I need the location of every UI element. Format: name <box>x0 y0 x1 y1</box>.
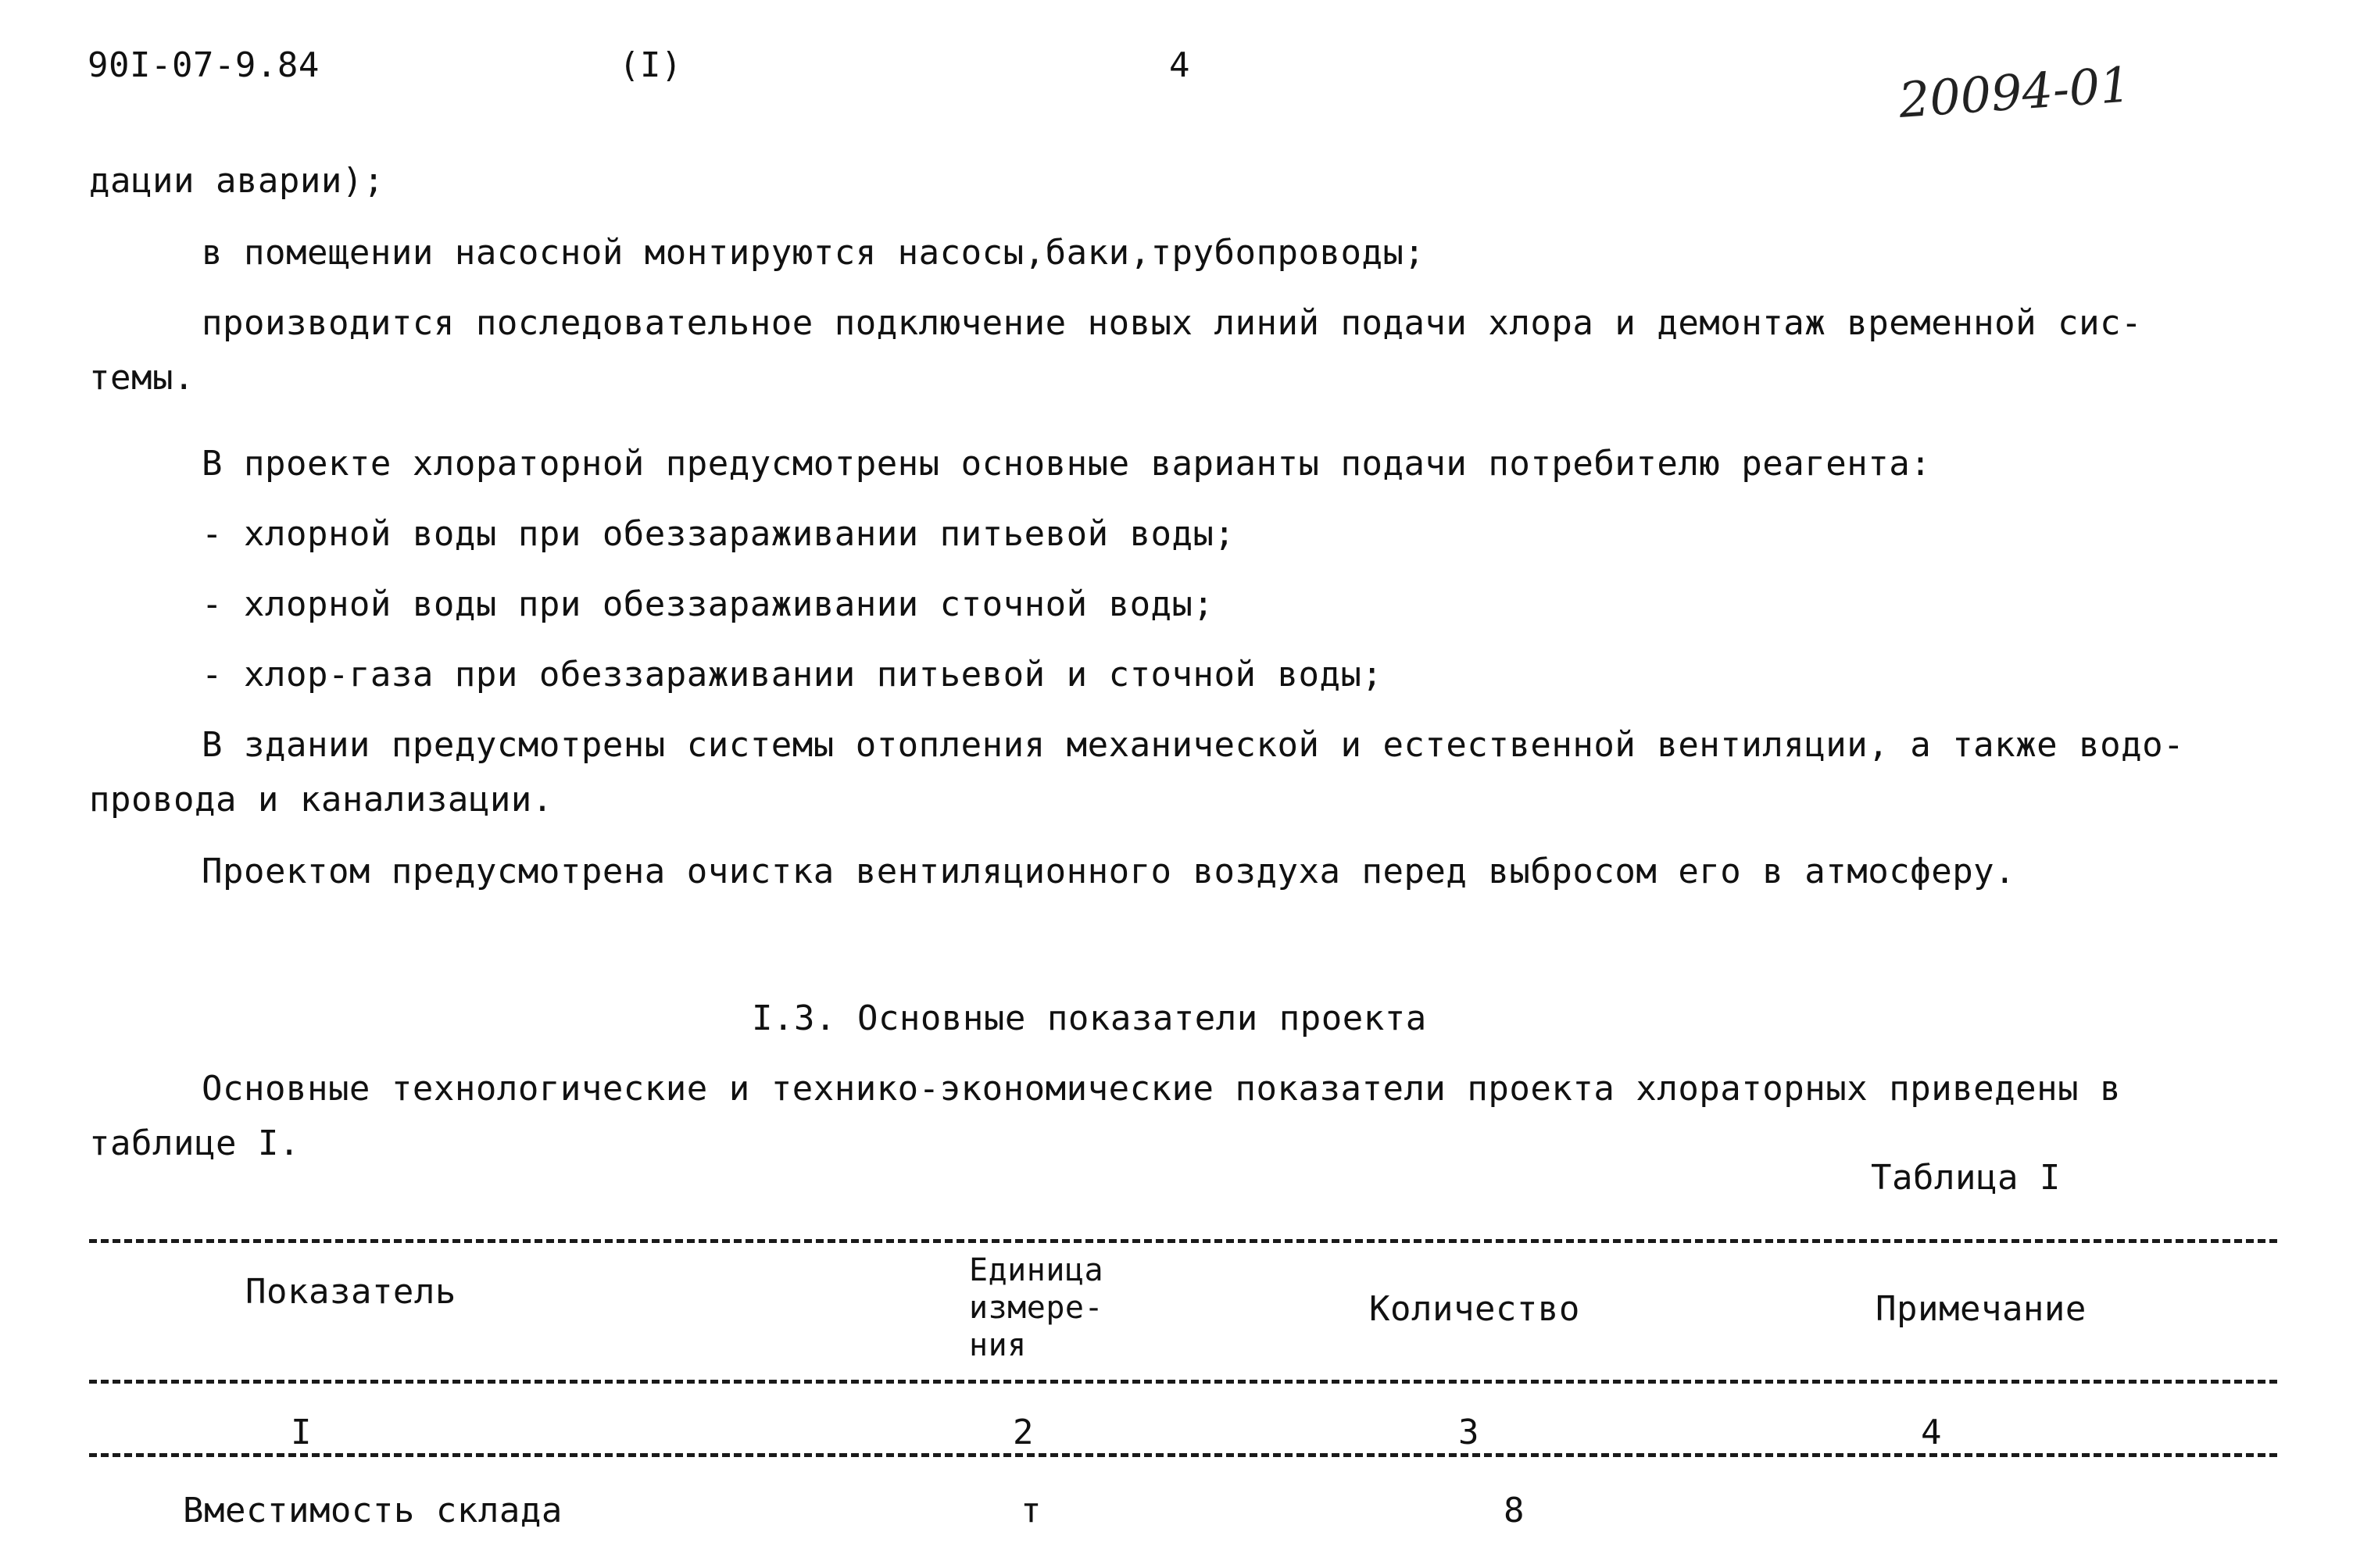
section-intro: таблице I. <box>89 1123 300 1163</box>
body-line: дации аварии); <box>89 161 384 201</box>
section-heading: I.3. Основные показатели проекта <box>752 998 1427 1038</box>
body-line: в помещении насосной монтируются насосы,баки,трубопроводы; <box>202 233 1425 273</box>
page-number: 4 <box>1169 45 1190 85</box>
table-cell-unit: т <box>1021 1491 1042 1530</box>
table-header-rule <box>89 1380 2277 1384</box>
section-intro: Основные технологические и технико-экономические показатели проекта хлораторных приведены в <box>202 1069 2122 1109</box>
list-item: - хлорной воды при обеззараживании сточной воды; <box>202 584 1214 624</box>
body-line: производится последовательное подключение новых линий подачи хлора и демонтаж временной сис- <box>202 303 2143 343</box>
body-line: Проектом предусмотрена очистка вентиляционного воздуха перед выбросом его в атмосферу. <box>202 852 2016 891</box>
column-header-unit-line: Единица <box>969 1252 1104 1288</box>
handwritten-number: 20094-01 <box>1897 55 2133 129</box>
column-header-unit-line: ния <box>969 1327 1027 1363</box>
body-line: В проекте хлораторной предусмотрены основные варианты подачи потребителю реагента: <box>202 444 1932 484</box>
column-number: 2 <box>1013 1413 1034 1452</box>
document-code: 90I-07-9.84 <box>88 45 320 85</box>
body-line: провода и канализации. <box>89 780 553 820</box>
column-header-quantity: Количество <box>1369 1289 1580 1329</box>
body-line: В здании предусмотрены системы отопления механической и естественной вентиляции, а также водо- <box>202 725 2185 765</box>
list-item: - хлор-газа при обеззараживании питьевой и сточной воды; <box>202 655 1383 695</box>
table-number-rule <box>89 1453 2277 1457</box>
list-item: - хлорной воды при обеззараживании питьевой воды; <box>202 514 1236 554</box>
album-number: (I) <box>619 45 682 85</box>
column-number: 3 <box>1458 1413 1479 1452</box>
table-cell-indicator: Вместимость склада <box>183 1491 563 1530</box>
column-number: 4 <box>1921 1413 1942 1452</box>
column-header-note: Примечание <box>1876 1289 2087 1329</box>
column-header-indicator: Показатель <box>245 1272 456 1312</box>
column-header-unit-line: измере- <box>969 1290 1104 1326</box>
table-cell-quantity: 8 <box>1504 1491 1525 1530</box>
table-caption: Таблица I <box>1871 1158 2061 1198</box>
column-number: I <box>291 1413 312 1452</box>
table-top-rule <box>89 1239 2277 1243</box>
body-line: темы. <box>89 358 195 398</box>
